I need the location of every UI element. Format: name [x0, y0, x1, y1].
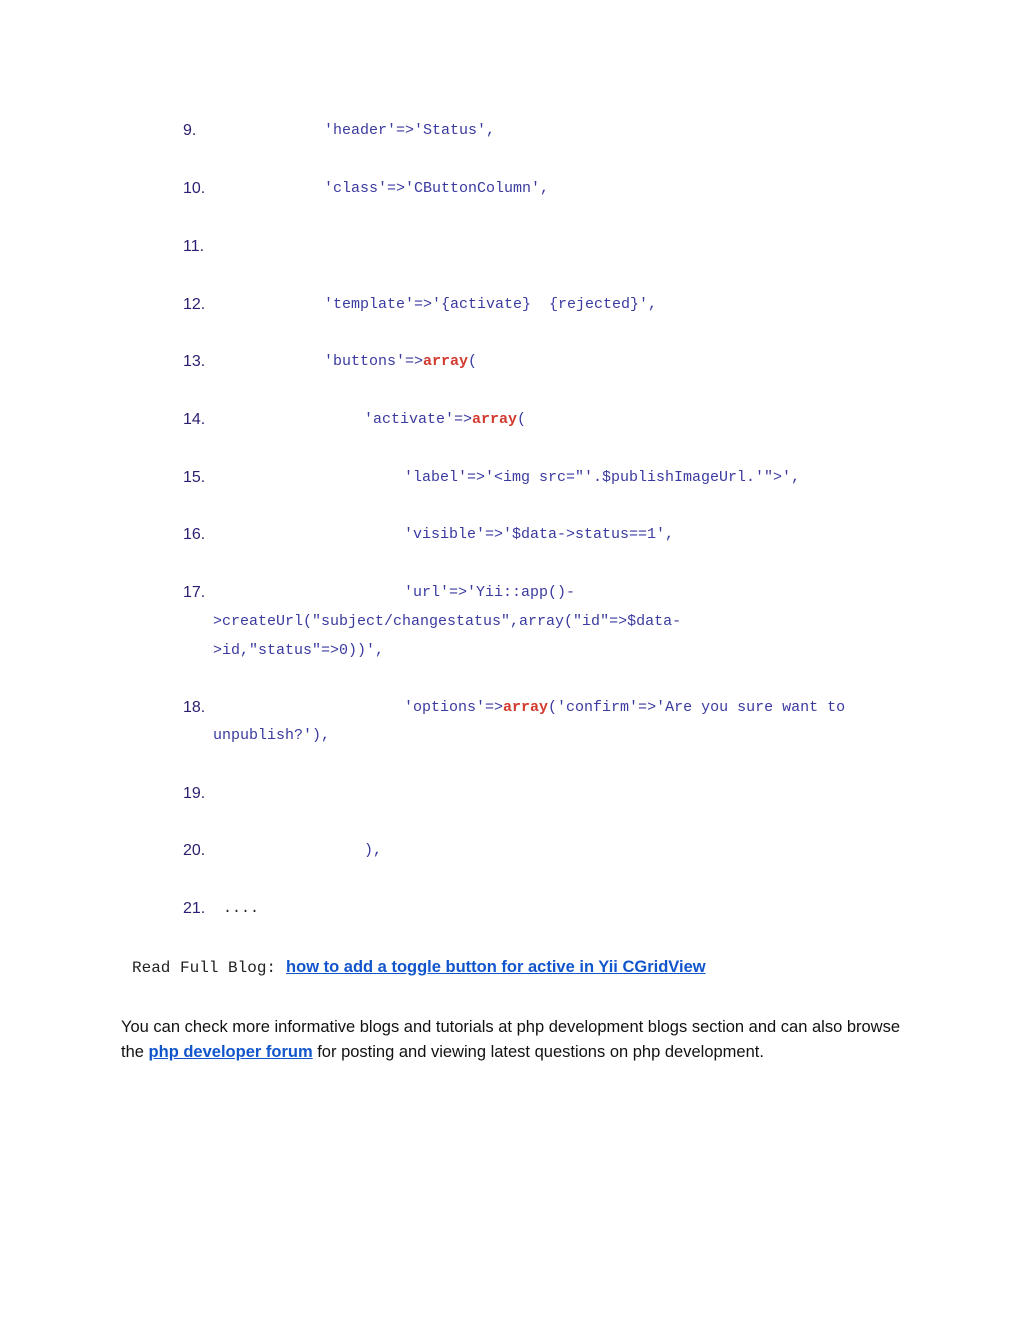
line-number: 20. — [183, 842, 206, 859]
line-number: 18. — [183, 699, 206, 716]
code-line-10 — [0, 177, 1024, 201]
line-number: 12. — [183, 296, 206, 313]
code-text: 'class'=>'CButtonColumn', — [324, 180, 550, 197]
code-text: 'template'=>'{activate} {rejected}', — [324, 296, 658, 313]
line-number: 9. — [183, 122, 197, 139]
code-token: ('confirm'=>'Are you sure want to — [548, 699, 846, 716]
blog-link[interactable]: how to add a toggle button for active in Yii CGridView — [286, 958, 706, 976]
code-line-14 — [0, 408, 1024, 432]
code-text: 'header'=>'Status', — [324, 122, 496, 139]
line-number: 17. — [183, 584, 206, 601]
code-line-13 — [0, 350, 1024, 374]
code-token: ( — [517, 411, 527, 428]
code-text — [324, 350, 477, 374]
line-number: 19. — [183, 785, 206, 802]
line-number: 10. — [183, 180, 206, 197]
read-full-blog — [132, 955, 706, 981]
code-text: 'label'=>'<img src="'.$publishImageUrl.'">', — [404, 469, 801, 486]
code-line-11 — [0, 235, 1024, 259]
line-number: 13. — [183, 353, 206, 370]
paragraph-text: You can check more informative blogs and tutorials at php development blogs section and can also browse the — [121, 1018, 901, 1061]
code-token: 'options'=> — [404, 699, 504, 716]
code-line-16 — [0, 523, 1024, 547]
code-text: 'visible'=>'$data->status==1', — [404, 526, 675, 543]
paragraph-text: for posting and viewing latest questions on php development. — [312, 1042, 764, 1061]
code-line-15 — [0, 466, 1024, 490]
line-number: 14. — [183, 411, 206, 428]
code-line-19 — [0, 782, 1024, 806]
code-keyword: array — [503, 699, 549, 716]
line-number: 11. — [183, 238, 205, 255]
code-text — [364, 408, 526, 432]
code-text: >id,"status"=>0))', — [213, 642, 385, 659]
line-number: 16. — [183, 526, 206, 543]
code-line-18-continuation-1 — [0, 724, 1024, 748]
code-line-17-continuation-2 — [0, 639, 1024, 663]
code-line-17-continuation-1 — [0, 610, 1024, 634]
code-keyword: array — [472, 411, 518, 428]
code-line-12 — [0, 293, 1024, 317]
code-text: .... — [223, 900, 260, 917]
read-full-blog-label: Read Full Blog: — [132, 959, 277, 977]
php-developer-forum-link[interactable]: php developer forum — [148, 1042, 313, 1061]
code-text: ), — [364, 842, 383, 859]
closing-paragraph — [121, 1015, 911, 1064]
line-number: 15. — [183, 469, 206, 486]
code-line-20 — [0, 839, 1024, 863]
code-token: 'activate'=> — [364, 411, 473, 428]
code-line-18 — [0, 696, 1024, 720]
code-keyword: array — [423, 353, 469, 370]
code-text: unpublish?'), — [213, 727, 331, 744]
code-line-17 — [0, 581, 1024, 605]
code-line-21 — [0, 897, 1024, 921]
code-text: 'url'=>'Yii::app()- — [404, 584, 576, 601]
code-line-9 — [0, 119, 1024, 143]
code-token: 'buttons'=> — [324, 353, 424, 370]
code-token: ( — [468, 353, 478, 370]
line-number: 21. — [183, 900, 206, 917]
code-text: >createUrl("subject/changestatus",array("id"=>$data- — [213, 613, 682, 630]
code-text — [404, 696, 845, 720]
